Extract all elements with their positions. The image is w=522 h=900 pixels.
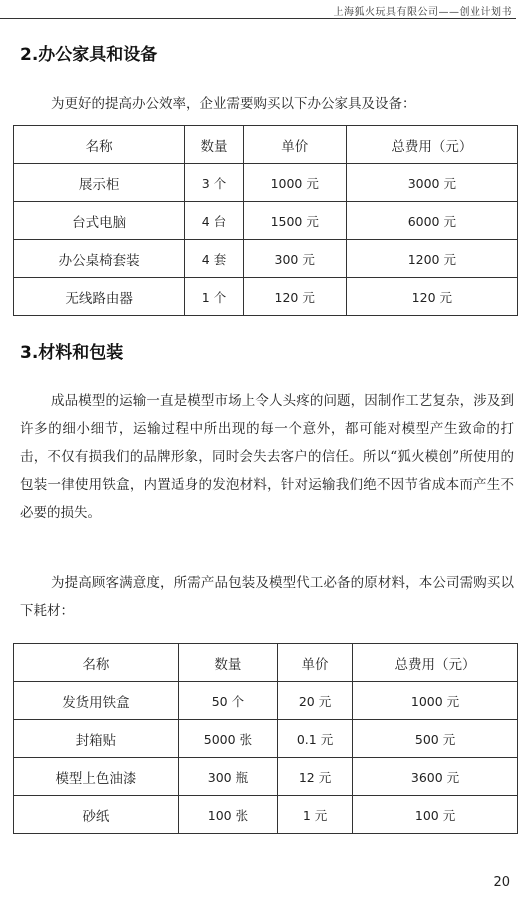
table-row <box>14 202 518 240</box>
cell-name: 模型上色油漆 <box>14 758 179 796</box>
header-rule <box>0 18 516 19</box>
cell-name: 台式电脑 <box>14 202 185 240</box>
materials-table <box>13 643 518 834</box>
cell-total-cost: 6000 元 <box>346 202 517 240</box>
col-header-total-cost: 总费用（元） <box>353 644 518 682</box>
table-row <box>14 758 518 796</box>
col-header-quantity: 数量 <box>185 126 243 164</box>
table-row <box>14 720 518 758</box>
cell-quantity: 3 个 <box>185 164 243 202</box>
cell-name: 封箱贴 <box>14 720 179 758</box>
cell-name: 发货用铁盒 <box>14 682 179 720</box>
cell-quantity: 5000 张 <box>178 720 277 758</box>
materials-intro <box>20 569 514 625</box>
table-row <box>14 164 518 202</box>
col-header-name: 名称 <box>14 126 185 164</box>
materials-intro-text: 为提高顾客满意度，所需产品包装及模型代工必备的原材料，本公司需购买以下耗材： <box>20 575 514 619</box>
office-equipment-table <box>13 125 518 316</box>
table-header-row <box>14 126 518 164</box>
office-intro <box>20 90 514 118</box>
section-heading-office: 2.办公家具和设备 <box>20 45 158 65</box>
table-row <box>14 240 518 278</box>
cell-quantity: 50 个 <box>178 682 277 720</box>
col-header-quantity: 数量 <box>178 644 277 682</box>
cell-quantity: 100 张 <box>178 796 277 834</box>
cell-quantity: 300 瓶 <box>178 758 277 796</box>
cell-name: 办公桌椅套装 <box>14 240 185 278</box>
col-header-unit-price: 单价 <box>243 126 346 164</box>
cell-total-cost: 500 元 <box>353 720 518 758</box>
materials-paragraph <box>20 387 514 527</box>
table-header-row <box>14 644 518 682</box>
cell-total-cost: 1200 元 <box>346 240 517 278</box>
section-heading-materials: 3.材料和包装 <box>20 343 124 363</box>
page-number: 20 <box>493 875 510 890</box>
cell-unit-price: 0.1 元 <box>277 720 352 758</box>
cell-unit-price: 1 元 <box>277 796 352 834</box>
cell-quantity: 1 个 <box>185 278 243 316</box>
cell-total-cost: 3000 元 <box>346 164 517 202</box>
cell-unit-price: 12 元 <box>277 758 352 796</box>
cell-name: 砂纸 <box>14 796 179 834</box>
cell-total-cost: 100 元 <box>353 796 518 834</box>
cell-quantity: 4 台 <box>185 202 243 240</box>
table-row <box>14 278 518 316</box>
cell-total-cost: 1000 元 <box>353 682 518 720</box>
cell-unit-price: 300 元 <box>243 240 346 278</box>
materials-paragraph-text: 成品模型的运输一直是模型市场上令人头疼的问题，因制作工艺复杂，涉及到许多的细小细节，运输过程中所出现的每一个意外，都可能对模型产生致命的打击，不仅有损我们的品牌形象，同时会失去客户的信任。所以“狐火模创”所使用的包装一律使用铁盒，内置适身的发泡材料，针对运输我们绝不因节省成本而产生不必要的损失。 <box>20 393 514 521</box>
cell-unit-price: 120 元 <box>243 278 346 316</box>
col-header-name: 名称 <box>14 644 179 682</box>
cell-unit-price: 1000 元 <box>243 164 346 202</box>
cell-total-cost: 3600 元 <box>353 758 518 796</box>
table-row <box>14 796 518 834</box>
col-header-unit-price: 单价 <box>277 644 352 682</box>
cell-quantity: 4 套 <box>185 240 243 278</box>
running-header: 上海狐火玩具有限公司——创业计划书 <box>333 7 512 18</box>
cell-name: 无线路由器 <box>14 278 185 316</box>
table-row <box>14 682 518 720</box>
cell-name: 展示柜 <box>14 164 185 202</box>
cell-unit-price: 1500 元 <box>243 202 346 240</box>
cell-total-cost: 120 元 <box>346 278 517 316</box>
cell-unit-price: 20 元 <box>277 682 352 720</box>
office-intro-text: 为更好的提高办公效率，企业需要购买以下办公家具及设备： <box>51 96 416 112</box>
col-header-total-cost: 总费用（元） <box>346 126 517 164</box>
